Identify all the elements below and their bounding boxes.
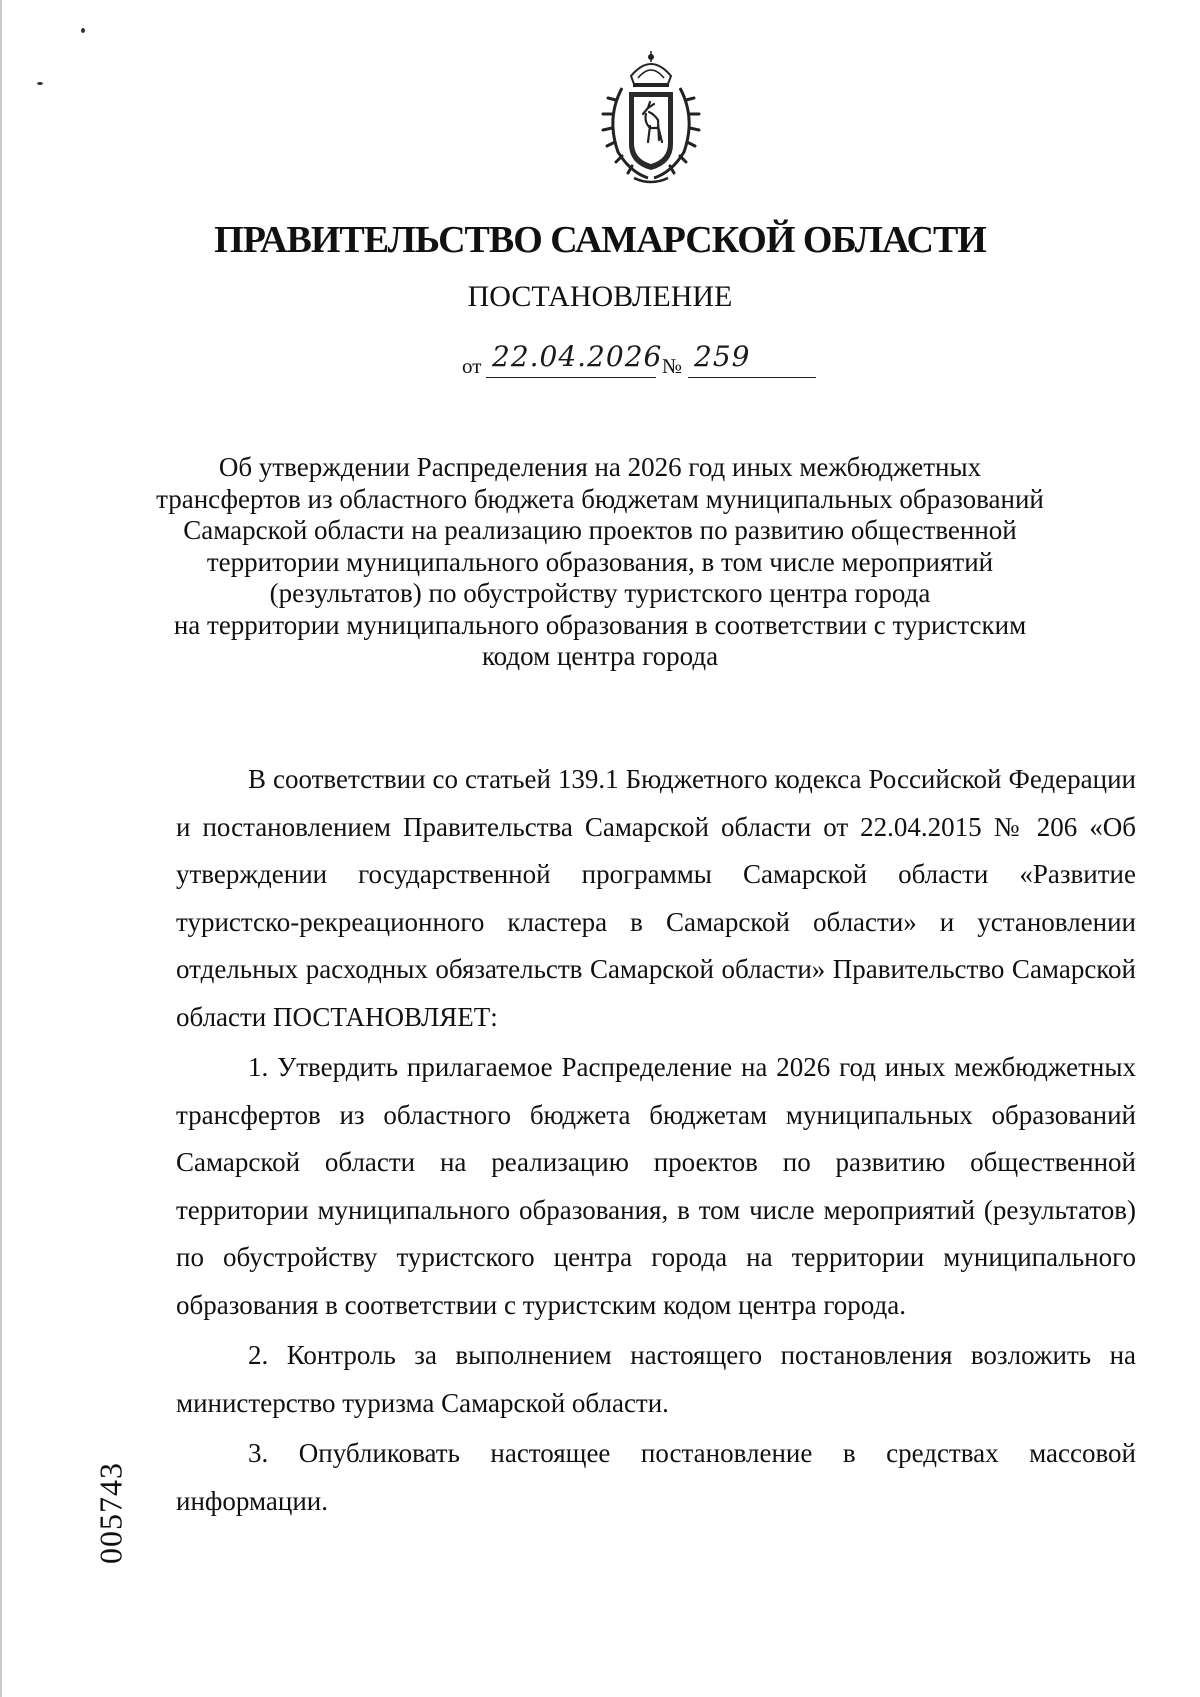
subject-line: Самарской области на реализацию проектов по развитию общественной [183, 515, 1017, 545]
samara-coat-of-arms-icon [588, 48, 714, 188]
subject-line: Об утверждении Распределения на 2026 год иных межбюджетных [218, 452, 982, 482]
date-underline [486, 377, 656, 378]
document-date: 22.04.2026 [492, 340, 663, 373]
subject-line: трансфертов из областного бюджета бюджетам муниципальных образований [156, 483, 1044, 514]
clause-1-paragraph: 1. Утвердить прилагаемое Распределение на 2026 год иных межбюджетных трансфертов из областного бюджета бюджетам муниципальных образований Самарской области на реализацию проектов по развитию общественной территории муниципального образования, в том числе мероприятий (результатов) по обустройству туристского центра города на территории муниципального образования в соответствии с туристским кодом центра города. [176, 1052, 1136, 1320]
document-type: ПОСТАНОВЛЕНИЕ [467, 280, 733, 313]
subject-line: территории муниципального образования, в том числе мероприятий [206, 546, 994, 577]
document-body [176, 756, 1136, 1525]
number-underline [688, 377, 816, 378]
scan-speck [81, 28, 85, 33]
dateline [462, 340, 862, 380]
serial-number: 005743 [92, 1462, 129, 1564]
document-subject [150, 452, 1050, 673]
subject-line: кодом центра города [481, 641, 719, 671]
number-label: № [662, 354, 683, 378]
clause-2-paragraph: 2. Контроль за выполнением настоящего постановления возложить на министерство туризма Самарской области. [176, 1340, 1136, 1418]
scan-speck [37, 82, 43, 85]
subject-line: (результатов) по обустройству туристского центра города [269, 578, 931, 608]
date-from-label: от [462, 354, 482, 378]
clause-3-paragraph: 3. Опубликовать настоящее постановление в средствах массовой информации. [176, 1438, 1136, 1516]
subject-line: на территории муниципального образования в соответствии с туристским [173, 609, 1027, 640]
organization-title: ПРАВИТЕЛЬСТВО САМАРСКОЙ ОБЛАСТИ [214, 219, 986, 261]
preamble-paragraph: В соответствии со статьей 139.1 Бюджетного кодекса Российской Федерации и постановлением Правительства Самарской области от 22.04.2015 № 206 «Об утверждении государственной программы Самарской области «Развитие туристско-рекреационного кластера в Самарской области» и установлении отдельных расходных обязательств Самарской области» Правительство Самарской области ПОСТАНОВЛЯЕТ: [176, 764, 1136, 1032]
document-number: 259 [694, 340, 751, 373]
serial-stamp [91, 1448, 131, 1578]
